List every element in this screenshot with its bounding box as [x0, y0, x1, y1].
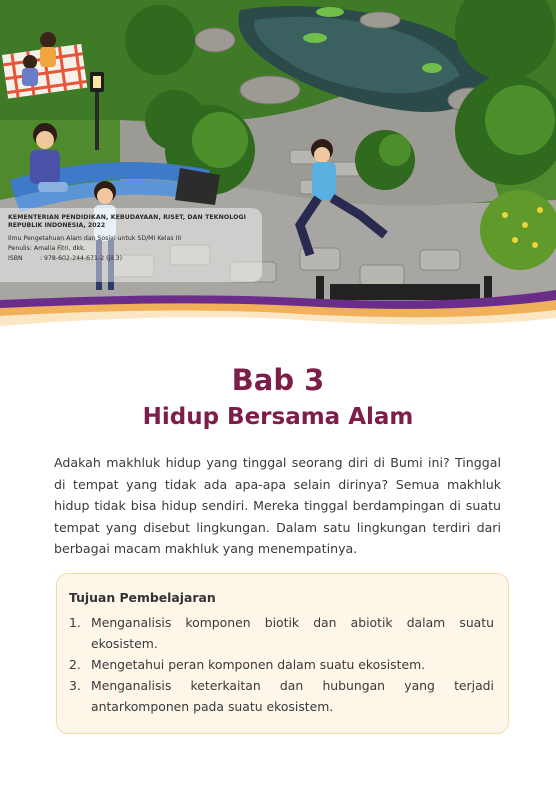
- objectives-heading: Tujuan Pembelajaran: [69, 590, 216, 605]
- learning-objectives-box: [56, 573, 509, 734]
- ministry-name: KEMENTERIAN PENDIDIKAN, KEBUDAYAAN, RISET, DAN TEKNOLOGI: [8, 214, 247, 221]
- publisher-info: [0, 208, 262, 282]
- objective-item: [69, 654, 494, 675]
- objective-number: 3.: [69, 678, 81, 693]
- objectives-list: [69, 612, 494, 717]
- country-year: REPUBLIK INDONESIA, 2022: [8, 222, 106, 229]
- book-title: Ilmu Pengetahuan Alam dan Sosial untuk SD/MI Kelas III: [8, 235, 182, 242]
- objective-number: 1.: [69, 615, 81, 630]
- chapter-number: Bab 3: [231, 363, 325, 397]
- objective-text: Mengetahui peran komponen dalam suatu ekosistem.: [91, 657, 426, 672]
- chapter-heading: [0, 360, 556, 432]
- isbn-label: ISBN: [8, 255, 23, 262]
- objective-text: Menganalisis keterkaitan dan hubungan yang terjadi antarkomponen pada suatu ekosistem.: [91, 678, 494, 714]
- cover-illustration: [0, 0, 556, 330]
- objective-number: 2.: [69, 657, 81, 672]
- objective-item: [69, 612, 494, 654]
- chapter-title: Hidup Bersama Alam: [142, 404, 414, 430]
- author-line: Penulis: Amalia Fitri, dkk.: [8, 245, 86, 252]
- isbn-value: : 978-602-244-671-2 (jil.3): [40, 255, 123, 262]
- objective-text: Menganalisis komponen biotik dan abiotik dalam suatu ekosistem.: [91, 615, 494, 651]
- objective-item: [69, 675, 494, 717]
- isbn-row: [8, 254, 256, 264]
- intro-paragraph: Adakah makhluk hidup yang tinggal seorang diri di Bumi ini? Tinggal di tempat yang tidak ada apa-apa selain dirinya? Semua makhluk hidup tidak bisa hidup sendiri. Mereka tinggal berdampingan di suatu tempat yang disebut lingkungan. Dalam satu lingkungan terdiri dari berbagai macam makhluk yang menempatinya.: [54, 455, 501, 557]
